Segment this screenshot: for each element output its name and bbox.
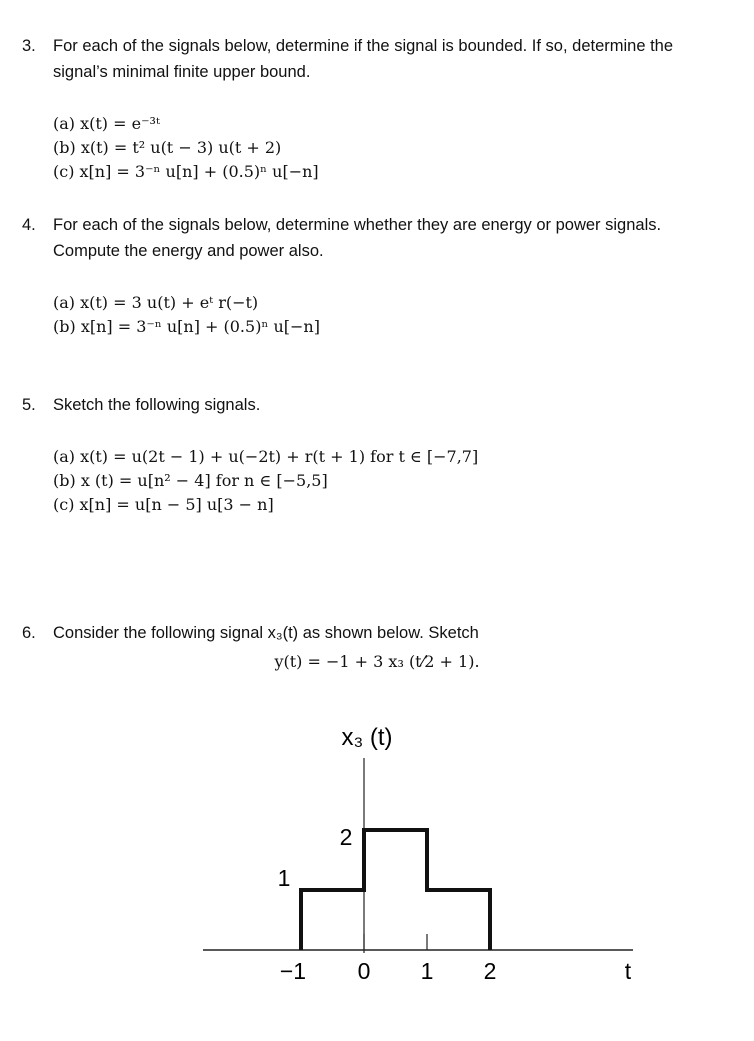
figure-title: x₃ (t) [341, 724, 393, 751]
problem-text [53, 212, 753, 264]
x-axis-label: t [624, 958, 632, 984]
problem-text-line: For each of the signals below, determine if the signal is bounded. If so, determine the [53, 37, 674, 55]
problem-number: 3. [22, 37, 36, 55]
x-tick-label: 0 [357, 958, 371, 984]
equation: (b) x(t) = t² u(t − 3) u(t + 2) [53, 138, 282, 157]
problem-text-line: For each of the signals below, determine whether they are energy or power signals. [53, 216, 662, 234]
problem-text-line: Consider the following signal x₃(t) as shown below. Sketch [53, 624, 479, 642]
equation: (b) x (t) = u[n² − 4] for n ∈ [−5,5] [53, 471, 328, 490]
y-tick-labels [278, 824, 353, 891]
y-tick-label: 2 [339, 824, 353, 850]
signal-figure [0, 700, 754, 1030]
problem-text-line: Compute the energy and power also. [53, 242, 324, 260]
x-tick-label: 2 [483, 958, 497, 984]
problem-text-line: Sketch the following signals. [53, 396, 261, 414]
y-tick-label: 1 [277, 865, 291, 891]
problem-text-line: signal’s minimal finite upper bound. [53, 63, 311, 81]
equation: (a) x(t) = 3 u(t) + eᵗ r(−t) [53, 293, 259, 312]
problem-number: 4. [22, 216, 36, 234]
center-equation: y(t) = −1 + 3 x₃ (t⁄2 + 1). [274, 652, 480, 671]
problem-text [53, 620, 753, 646]
x-ticks [301, 934, 490, 950]
x-tick-label: 1 [420, 958, 434, 984]
equation: (a) x(t) = u(2t − 1) + u(−2t) + r(t + 1) for t ∈ [−7,7] [53, 447, 479, 466]
problem-text [53, 392, 753, 418]
problem-text [53, 33, 753, 85]
problem-number: 6. [22, 624, 36, 642]
signal-trace [301, 830, 490, 950]
equation: (b) x[n] = 3⁻ⁿ u[n] + (0.5)ⁿ u[−n] [53, 317, 320, 336]
equation: (c) x[n] = 3⁻ⁿ u[n] + (0.5)ⁿ u[−n] [53, 162, 319, 181]
equation: (c) x[n] = u[n − 5] u[3 − n] [53, 495, 274, 514]
x-tick-labels [280, 958, 497, 984]
x-tick-label: −1 [279, 958, 307, 984]
problem-number: 5. [22, 396, 36, 414]
equation: (a) x(t) = e⁻³ᵗ [53, 114, 160, 133]
